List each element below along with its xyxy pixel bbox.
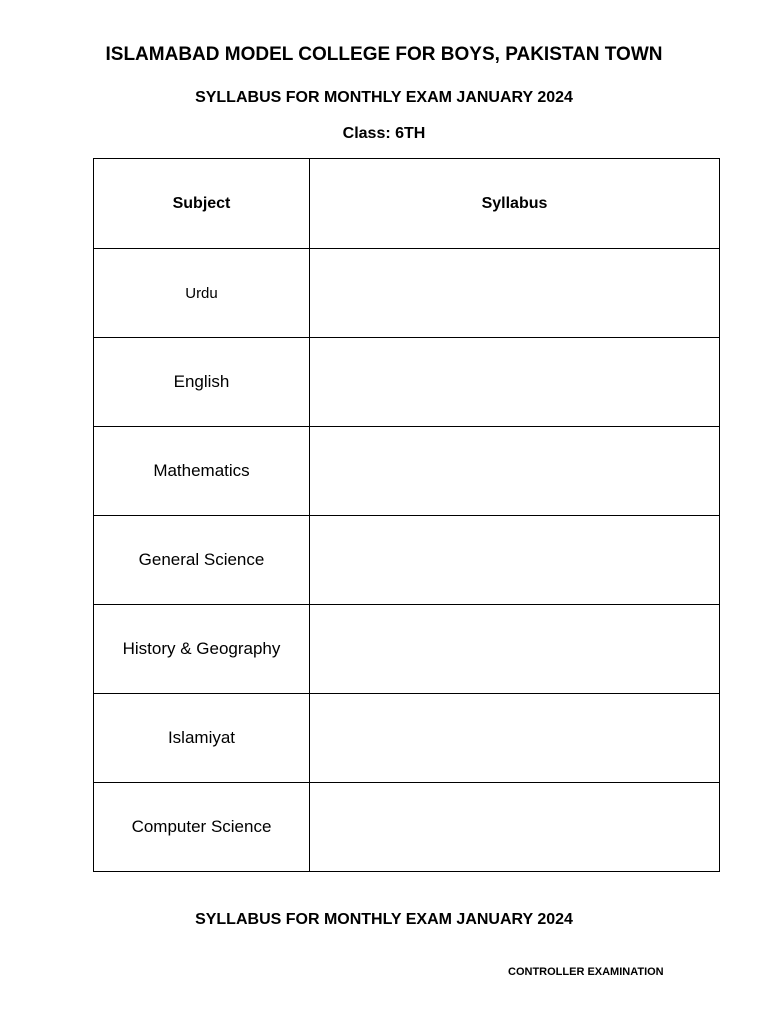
table-row [94,249,720,338]
subject-cell: Mathematics [94,427,310,516]
table-row [94,427,720,516]
syllabus-cell [310,427,720,516]
subject-cell: History & Geography [94,605,310,694]
exam-subtitle: SYLLABUS FOR MONTHLY EXAM JANUARY 2024 [195,89,573,106]
column-header-syllabus: Syllabus [310,159,720,249]
syllabus-cell [310,249,720,338]
table-row [94,694,720,783]
table-row [94,338,720,427]
table-row [94,605,720,694]
subject-cell: Urdu [94,249,310,338]
syllabus-cell [310,516,720,605]
controller-signature: CONTROLLER EXAMINATION [508,966,664,978]
footer-exam-subtitle: SYLLABUS FOR MONTHLY EXAM JANUARY 2024 [195,911,573,928]
table-row [94,516,720,605]
syllabus-cell [310,338,720,427]
column-header-subject: Subject [94,159,310,249]
syllabus-cell [310,605,720,694]
subject-cell: English [94,338,310,427]
syllabus-table [93,158,720,872]
table-row [94,783,720,872]
subject-cell: Computer Science [94,783,310,872]
class-label: Class: 6TH [342,125,426,142]
subject-cell: Islamiyat [94,694,310,783]
subject-cell: General Science [94,516,310,605]
school-title: ISLAMABAD MODEL COLLEGE FOR BOYS, PAKISTAN TOWN [105,44,663,65]
syllabus-cell [310,694,720,783]
syllabus-cell [310,783,720,872]
table-header-row [94,159,720,249]
